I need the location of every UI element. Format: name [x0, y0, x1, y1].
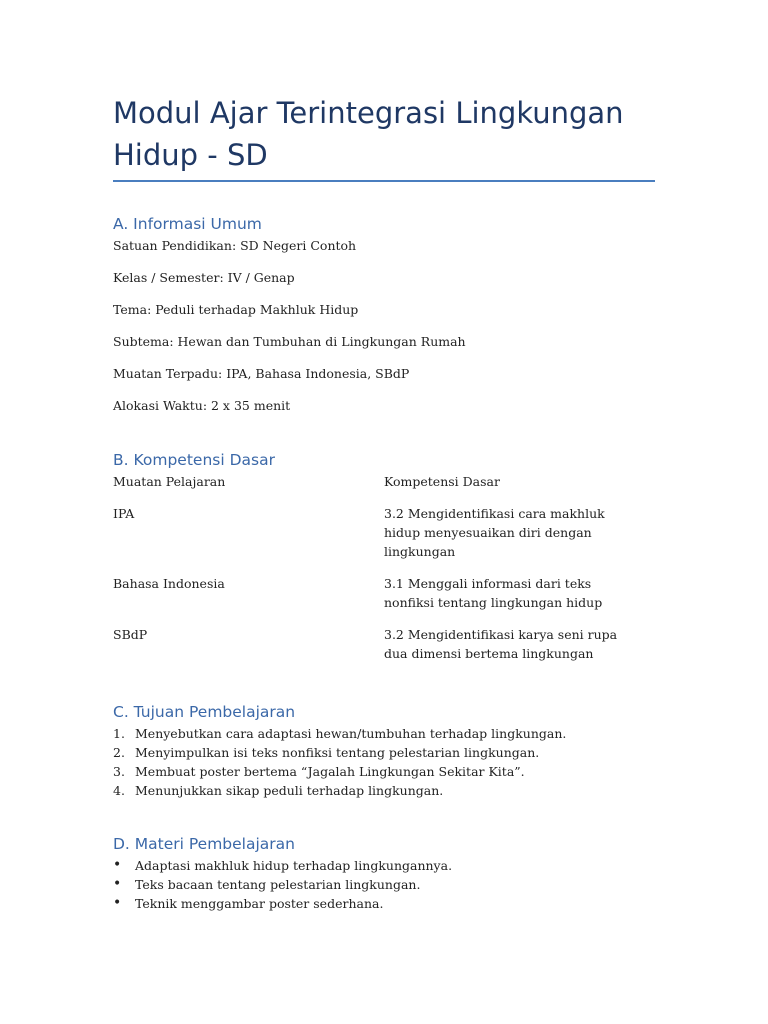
list-item [113, 894, 655, 913]
list-item-text: Adaptasi makhluk hidup terhadap lingkungannya. [135, 858, 453, 873]
table-cell: 3.2 Mengidentifikasi cara makhluk hidup menyesuaikan diri dengan lingkungan [384, 506, 605, 559]
list-number: 4. [113, 783, 125, 798]
table-cell: Bahasa Indonesia [113, 576, 225, 591]
tujuan-list [113, 724, 655, 800]
list-item-text: Menunjukkan sikap peduli terhadap lingkungan. [135, 783, 444, 798]
section-tujuan-pembelajaran [113, 702, 655, 800]
table-header-cell: Muatan Pelajaran [113, 474, 226, 489]
title-underline [113, 180, 655, 182]
table-cell: 3.2 Mengidentifikasi karya seni rupa dua dimensi bertema lingkungan [384, 627, 618, 661]
info-kelas-semester: Kelas / Semester: IV / Genap [113, 270, 295, 285]
info-muatan-terpadu: Muatan Terpadu: IPA, Bahasa Indonesia, SBdP [113, 366, 410, 381]
section-heading: C. Tujuan Pembelajaran [113, 703, 296, 721]
list-number: 2. [113, 745, 125, 760]
document-title: Modul Ajar Terintegrasi Lingkungan Hidup - SD [113, 96, 624, 172]
section-kompetensi-dasar [113, 450, 655, 663]
list-item [113, 781, 655, 800]
bullet-icon: • [113, 895, 122, 911]
list-item [113, 762, 655, 781]
kompetensi-table [113, 472, 655, 663]
table-row [113, 625, 655, 663]
list-number: 3. [113, 764, 125, 779]
list-item [113, 856, 655, 875]
section-heading: A. Informasi Umum [113, 215, 262, 233]
list-item [113, 724, 655, 743]
bullet-icon: • [113, 876, 122, 892]
info-subtema: Subtema: Hewan dan Tumbuhan di Lingkungan Rumah [113, 334, 466, 349]
list-item-text: Teks bacaan tentang pelestarian lingkungan. [135, 877, 421, 892]
section-materi-pembelajaran [113, 834, 655, 913]
table-row [113, 574, 655, 612]
table-cell: SBdP [113, 627, 148, 642]
list-item-text: Membuat poster bertema “Jagalah Lingkungan Sekitar Kita”. [135, 764, 525, 779]
info-alokasi-waktu: Alokasi Waktu: 2 x 35 menit [113, 398, 291, 413]
list-item [113, 875, 655, 894]
table-header-row [113, 472, 655, 491]
materi-list [113, 856, 655, 913]
list-item-text: Menyebutkan cara adaptasi hewan/tumbuhan terhadap lingkungan. [135, 726, 567, 741]
table-row [113, 504, 655, 561]
info-tema: Tema: Peduli terhadap Makhluk Hidup [113, 302, 359, 317]
list-number: 1. [113, 726, 125, 741]
section-informasi-umum [113, 214, 655, 415]
document-page [113, 92, 655, 913]
list-item [113, 743, 655, 762]
table-cell: IPA [113, 506, 135, 521]
list-item-text: Menyimpulkan isi teks nonfiksi tentang pelestarian lingkungan. [135, 745, 540, 760]
info-satuan-pendidikan: Satuan Pendidikan: SD Negeri Contoh [113, 238, 357, 253]
section-heading: D. Materi Pembelajaran [113, 835, 295, 853]
list-item-text: Teknik menggambar poster sederhana. [135, 896, 384, 911]
bullet-icon: • [113, 857, 122, 873]
section-heading: B. Kompetensi Dasar [113, 451, 275, 469]
table-cell: 3.1 Menggali informasi dari teks nonfiksi tentang lingkungan hidup [384, 576, 603, 610]
table-header-cell: Kompetensi Dasar [384, 474, 500, 489]
